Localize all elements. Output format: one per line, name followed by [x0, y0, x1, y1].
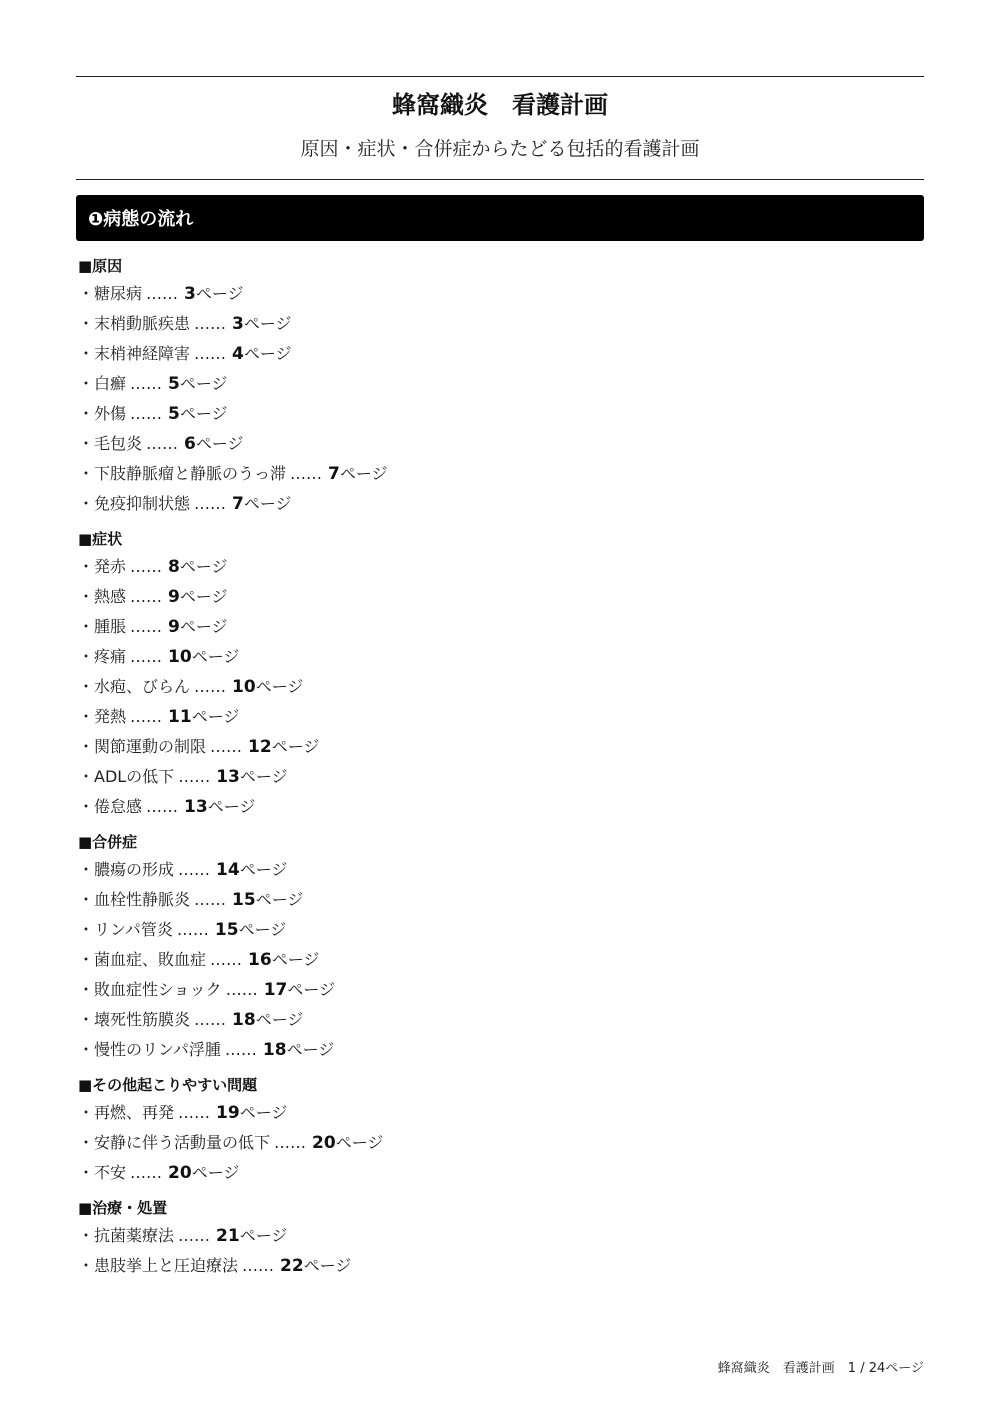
page-subtitle: 原因・症状・合併症からたどる包括的看護計画 — [300, 138, 700, 160]
toc-entry-label: ・ADLの低下 — [78, 767, 175, 786]
toc-entry-page-unit: ページ — [179, 587, 228, 606]
toc-entry-leader: …… — [224, 1040, 257, 1059]
toc-entry[interactable] — [78, 612, 924, 642]
toc-entry-leader: …… — [130, 587, 163, 606]
toc-entry-page-number: 9 — [168, 587, 180, 607]
toc-entry-page-number: 18 — [232, 1010, 256, 1030]
toc-entry-leader: …… — [130, 707, 163, 726]
toc-content — [78, 253, 924, 1288]
toc-entry-leader: …… — [290, 464, 323, 483]
toc-entry-leader: …… — [146, 797, 179, 816]
toc-entry-label: ・壊死性筋膜炎 — [78, 1010, 191, 1029]
toc-group-heading: ■原因 — [78, 257, 123, 275]
toc-entry[interactable] — [78, 702, 924, 732]
toc-entry-leader: …… — [194, 677, 227, 696]
toc-entry-page-unit: ページ — [243, 314, 292, 333]
toc-entry-leader: …… — [225, 980, 258, 999]
toc-entry-page-number: 3 — [184, 284, 196, 304]
toc-entry[interactable] — [78, 672, 924, 702]
toc-entry-page-unit: ページ — [271, 950, 320, 969]
toc-entry-leader: …… — [194, 890, 227, 909]
page-title: 蜂窩織炎 看護計画 — [392, 91, 608, 119]
toc-entry-leader: …… — [130, 374, 163, 393]
page-footer: 蜂窩織炎 看護計画 1 / 24ページ — [717, 1361, 924, 1376]
toc-entry[interactable] — [78, 792, 924, 822]
toc-entry[interactable] — [78, 1128, 924, 1158]
toc-entry-label: ・下肢静脈瘤と静脈のうっ滞 — [78, 464, 287, 483]
toc-entry-page-unit: ページ — [179, 557, 228, 576]
toc-entry-page-unit: ページ — [286, 1040, 335, 1059]
toc-entry[interactable] — [78, 1221, 924, 1251]
toc-entry[interactable] — [78, 1251, 924, 1281]
toc-entry[interactable] — [78, 429, 924, 459]
toc-entry[interactable] — [78, 279, 924, 309]
toc-entry-page-unit: ページ — [195, 434, 244, 453]
toc-entry-label: ・腫脹 — [78, 617, 127, 636]
toc-group-heading: ■症状 — [78, 530, 123, 548]
toc-entry[interactable] — [78, 642, 924, 672]
toc-entry-page-unit: ページ — [191, 1163, 240, 1182]
toc-entry-page-number: 20 — [168, 1163, 192, 1183]
toc-entry-page-unit: ページ — [207, 797, 256, 816]
toc-group — [78, 526, 924, 822]
toc-entry[interactable] — [78, 945, 924, 975]
toc-entry-label: ・発熱 — [78, 707, 127, 726]
toc-entry-page-number: 11 — [168, 707, 192, 727]
toc-entry-label: ・疼痛 — [78, 647, 127, 666]
toc-entry-page-unit: ページ — [287, 980, 336, 999]
toc-entry-page-unit: ページ — [239, 860, 288, 879]
toc-entry-leader: …… — [130, 557, 163, 576]
toc-entry-label: ・安静に伴う活動量の低下 — [78, 1133, 271, 1152]
toc-entry-label: ・免疫抑制状態 — [78, 494, 191, 513]
toc-entry-page-number: 12 — [248, 737, 272, 757]
toc-entry[interactable] — [78, 975, 924, 1005]
toc-entry-page-number: 19 — [216, 1103, 240, 1123]
toc-entry-page-unit: ページ — [179, 617, 228, 636]
toc-entry-page-number: 8 — [168, 557, 180, 577]
toc-entry[interactable] — [78, 369, 924, 399]
toc-entry-page-unit: ページ — [239, 1226, 288, 1245]
toc-entry-label: ・菌血症、敗血症 — [78, 950, 207, 969]
toc-entry-label: ・白癬 — [78, 374, 127, 393]
toc-entry-label: ・血栓性静脈炎 — [78, 890, 191, 909]
toc-entry-page-number: 13 — [216, 767, 240, 787]
toc-entry-label: ・リンパ管炎 — [78, 920, 173, 939]
toc-group — [78, 1072, 924, 1188]
toc-entry-page-unit: ページ — [303, 1256, 352, 1275]
toc-entry[interactable] — [78, 762, 924, 792]
toc-entry[interactable] — [78, 855, 924, 885]
section-header-label: ❶病態の流れ — [88, 209, 194, 230]
toc-entry-page-unit: ページ — [239, 767, 288, 786]
toc-entry-label: ・抗菌薬療法 — [78, 1226, 175, 1245]
toc-group-heading: ■その他起こりやすい問題 — [78, 1076, 258, 1094]
toc-entry-page-unit: ページ — [179, 404, 228, 423]
toc-entry-page-unit: ページ — [255, 890, 304, 909]
toc-entry-page-number: 15 — [214, 920, 239, 940]
toc-entry-leader: …… — [242, 1256, 275, 1275]
toc-entry-page-number: 10 — [168, 647, 192, 667]
toc-entry-page-number: 15 — [232, 890, 256, 910]
toc-group — [78, 829, 924, 1065]
toc-entry-leader: …… — [130, 617, 163, 636]
toc-entry-page-number: 3 — [232, 314, 244, 334]
toc-entry-page-unit: ページ — [271, 737, 320, 756]
toc-entry-page-number: 18 — [262, 1040, 287, 1060]
toc-entry-page-number: 21 — [216, 1226, 240, 1246]
header-top-rule — [76, 76, 924, 77]
toc-entry-page-unit: ページ — [243, 344, 292, 363]
toc-entry-leader: …… — [178, 1103, 211, 1122]
toc-entry-leader: …… — [130, 647, 163, 666]
toc-entry-leader: …… — [146, 284, 179, 303]
toc-group — [78, 1195, 924, 1281]
toc-entry-label: ・末梢神経障害 — [78, 344, 191, 363]
toc-entry-page-number: 20 — [312, 1133, 336, 1153]
toc-entry[interactable] — [78, 915, 924, 945]
toc-entry-page-unit: ページ — [239, 1103, 288, 1122]
toc-entry[interactable] — [78, 552, 924, 582]
toc-entry[interactable] — [78, 1005, 924, 1035]
toc-entry-leader: …… — [194, 1010, 227, 1029]
toc-entry-page-unit: ページ — [255, 677, 304, 696]
toc-entry-leader: …… — [194, 314, 227, 333]
toc-entry[interactable] — [78, 885, 924, 915]
toc-entry-leader: …… — [130, 1163, 163, 1182]
toc-entry-label: ・慢性のリンパ浮腫 — [78, 1040, 221, 1059]
toc-entry-label: ・関節運動の制限 — [78, 737, 207, 756]
toc-entry-leader: …… — [210, 737, 243, 756]
toc-entry-leader: …… — [130, 404, 163, 423]
toc-entry-label: ・不安 — [78, 1163, 127, 1182]
toc-entry[interactable] — [78, 1098, 924, 1128]
document-page — [76, 0, 924, 1416]
toc-entry[interactable] — [78, 309, 924, 339]
toc-entry-page-number: 5 — [168, 404, 180, 424]
toc-entry-label: ・再燃、再発 — [78, 1103, 175, 1122]
toc-entry-page-number: 14 — [216, 860, 240, 880]
toc-entry[interactable] — [78, 339, 924, 369]
toc-entry-label: ・水疱、びらん — [78, 677, 191, 696]
header-bottom-rule — [76, 179, 924, 180]
toc-entry-label: ・毛包炎 — [78, 434, 143, 453]
toc-entry[interactable] — [78, 459, 924, 489]
toc-entry[interactable] — [78, 399, 924, 429]
toc-entry-leader: …… — [146, 434, 179, 453]
toc-entry-label: ・膿瘍の形成 — [78, 860, 175, 879]
toc-entry[interactable] — [78, 1035, 924, 1065]
toc-group-heading: ■合併症 — [78, 833, 138, 851]
toc-entry-page-number: 17 — [263, 980, 288, 1000]
toc-entry-label: ・患肢挙上と圧迫療法 — [78, 1256, 239, 1275]
toc-entry-page-number: 10 — [232, 677, 256, 697]
toc-entry[interactable] — [78, 1158, 924, 1188]
toc-entry-page-unit: ページ — [179, 374, 228, 393]
toc-entry-page-number: 5 — [168, 374, 180, 394]
toc-entry-leader: …… — [178, 1226, 211, 1245]
toc-entry-page-unit: ページ — [195, 284, 244, 303]
toc-entry-page-number: 7 — [232, 494, 244, 514]
toc-entry-page-unit: ページ — [243, 494, 292, 513]
toc-entry-leader: …… — [194, 494, 227, 513]
section-header-bar — [76, 195, 924, 241]
toc-entry-page-unit: ページ — [191, 647, 240, 666]
toc-entry-leader: …… — [178, 767, 211, 786]
toc-entry-page-number: 22 — [280, 1256, 304, 1276]
toc-entry-label: ・糖尿病 — [78, 284, 143, 303]
toc-entry-label: ・発赤 — [78, 557, 127, 576]
toc-entry-leader: …… — [194, 344, 227, 363]
toc-group-heading: ■治療・処置 — [78, 1199, 168, 1217]
toc-entry-page-unit: ページ — [335, 1133, 384, 1152]
toc-entry-leader: …… — [210, 950, 243, 969]
toc-entry-label: ・外傷 — [78, 404, 127, 423]
toc-entry-page-number: 7 — [328, 464, 340, 484]
toc-entry-leader: …… — [274, 1133, 307, 1152]
toc-entry-label: ・敗血症性ショック — [78, 980, 222, 999]
toc-entry-page-number: 6 — [184, 434, 196, 454]
toc-entry[interactable] — [78, 582, 924, 612]
toc-entry-label: ・倦怠感 — [78, 797, 143, 816]
toc-entry-page-number: 16 — [248, 950, 272, 970]
toc-entry[interactable] — [78, 489, 924, 519]
toc-entry-leader: …… — [178, 860, 211, 879]
toc-entry-label: ・末梢動脈疾患 — [78, 314, 191, 333]
toc-entry-leader: …… — [176, 920, 209, 939]
toc-entry-page-number: 13 — [184, 797, 208, 817]
toc-group — [78, 253, 924, 519]
toc-entry-page-unit: ページ — [238, 920, 287, 939]
toc-entry-label: ・熱感 — [78, 587, 127, 606]
toc-entry[interactable] — [78, 732, 924, 762]
toc-entry-page-number: 9 — [168, 617, 180, 637]
toc-entry-page-unit: ページ — [255, 1010, 304, 1029]
toc-entry-page-unit: ページ — [339, 464, 388, 483]
toc-entry-page-unit: ページ — [191, 707, 240, 726]
toc-entry-page-number: 4 — [232, 344, 244, 364]
